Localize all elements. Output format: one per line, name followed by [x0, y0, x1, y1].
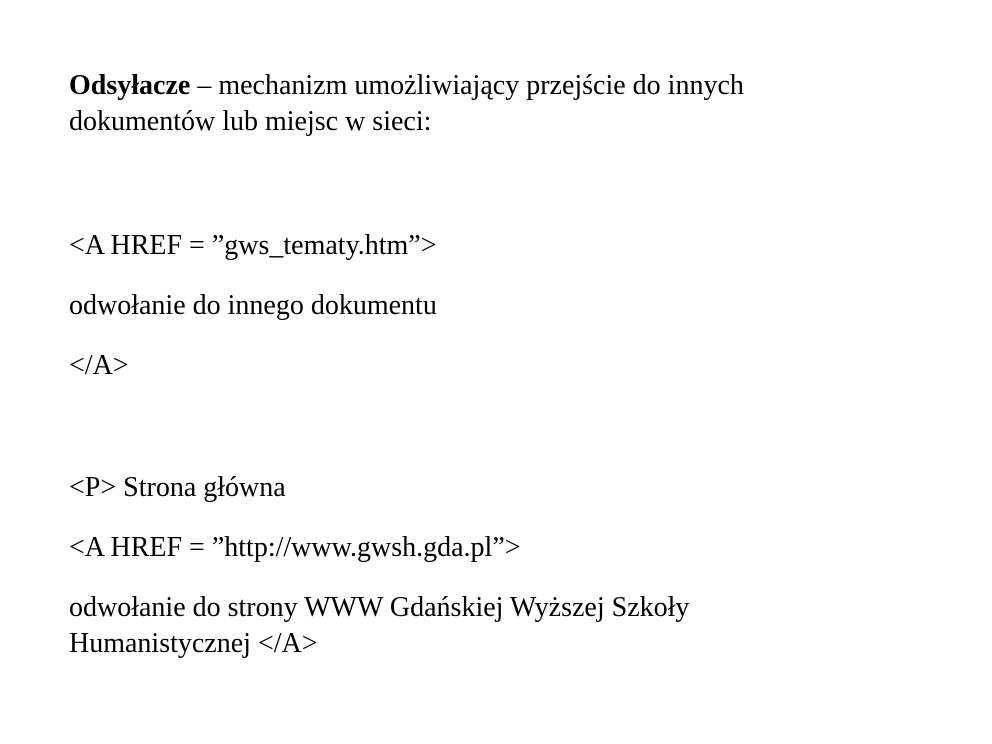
example2-link-text-line-2: Humanistycznej </A> — [69, 628, 318, 659]
example2-link-text-line-1: odwołanie do strony WWW Gdańskiej Wyższej Szkoły — [69, 592, 690, 623]
definition-term: Odsyłacze — [69, 70, 191, 101]
definition-line-2: dokumentów lub miejsc w sieci: — [69, 106, 432, 137]
example2-paragraph: <P> Strona główna — [69, 472, 286, 503]
example1-close-tag: </A> — [69, 350, 129, 381]
example1-open-tag: <A HREF = ”gws_tematy.htm”> — [69, 230, 437, 261]
example1-link-text: odwołanie do innego dokumentu — [69, 290, 437, 321]
example2-open-tag: <A HREF = ”http://www.gwsh.gda.pl”> — [69, 532, 521, 563]
definition-line-1 — [69, 70, 744, 102]
definition-text: – mechanizm umożliwiający przejście do innych — [190, 70, 744, 101]
